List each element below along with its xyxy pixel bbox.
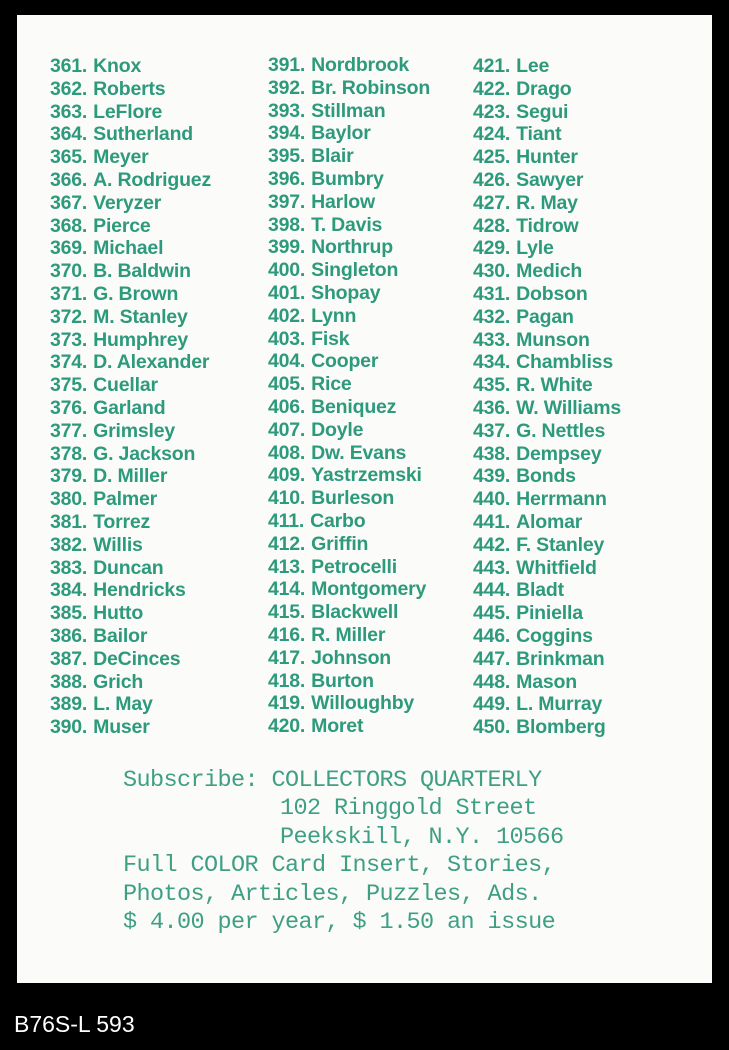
player-name: Veryzer (93, 191, 162, 214)
player-name: Bailor (93, 624, 148, 647)
player-name: Yastrzemski (311, 464, 422, 487)
checklist-entry (50, 260, 211, 283)
player-name: Medich (516, 260, 583, 283)
card-number: 414. (268, 578, 306, 601)
card-number: 388. (50, 670, 88, 693)
card-number: 428. (473, 214, 511, 237)
player-name: Mason (516, 670, 577, 693)
checklist-entry (50, 579, 211, 602)
checklist-entry (268, 510, 430, 533)
player-name: Burleson (311, 487, 395, 510)
card-number: 448. (473, 670, 511, 693)
card-number: 413. (268, 555, 306, 578)
checklist-entry (50, 602, 211, 625)
player-name: Coggins (516, 624, 593, 647)
player-name: Palmer (93, 488, 157, 511)
card-number: 372. (50, 305, 88, 328)
card-number: 429. (473, 237, 511, 260)
checklist-entry (268, 601, 430, 624)
card-number: 373. (50, 328, 88, 351)
checklist-entry (50, 511, 211, 534)
player-name: Duncan (93, 556, 164, 579)
player-name: R. White (516, 374, 593, 397)
checklist-entry (473, 101, 621, 124)
player-name: Br. Robinson (311, 76, 431, 99)
checklist-entry (473, 557, 621, 580)
player-name: D. Miller (93, 465, 168, 488)
checklist-entry (268, 282, 430, 305)
checklist-entry (268, 373, 430, 396)
checklist-entry (268, 533, 430, 556)
checklist-entry (50, 374, 211, 397)
player-name: Alomar (516, 510, 583, 533)
card-number: 376. (50, 396, 88, 419)
checklist-entry (50, 397, 211, 420)
player-name: Pierce (93, 214, 151, 237)
player-name: Harlow (311, 190, 375, 213)
checklist-entry (268, 259, 430, 282)
player-name: Munson (516, 328, 590, 351)
checklist-entry (473, 192, 621, 215)
player-name: Johnson (311, 646, 392, 669)
card-number: 427. (473, 191, 511, 214)
player-name: Lyle (516, 237, 554, 260)
checklist-entry (268, 100, 430, 123)
player-name: Roberts (93, 77, 166, 100)
card-number: 397. (268, 190, 306, 213)
player-name: Garland (93, 396, 166, 419)
card-number: 366. (50, 168, 88, 191)
player-name: Bonds (516, 465, 576, 488)
player-name: Hutto (93, 602, 144, 625)
player-name: Rice (311, 373, 352, 396)
player-name: Lee (516, 55, 550, 77)
checklist-entry (473, 215, 621, 238)
card-number: 396. (268, 167, 306, 190)
card-number: 383. (50, 556, 88, 579)
card-number: 440. (473, 488, 511, 511)
player-name: LeFlore (93, 100, 163, 123)
player-name: Piniella (516, 602, 583, 625)
player-name: Grich (93, 670, 144, 693)
card-number: 438. (473, 442, 511, 465)
checklist-entry (473, 306, 621, 329)
card-number: 408. (268, 441, 306, 464)
player-name: Stillman (311, 99, 386, 122)
checklist-entry (50, 420, 211, 443)
card-number: 411. (268, 509, 305, 532)
player-name: M. Stanley (93, 305, 188, 328)
checklist-entry (473, 602, 621, 625)
card-number: 368. (50, 214, 88, 237)
subscribe-address-city: Peekskill, N.Y. 10566 (280, 823, 564, 851)
player-name: Sutherland (93, 123, 193, 146)
card-number: 450. (473, 716, 511, 739)
card-number: 425. (473, 146, 511, 169)
player-name: DeCinces (93, 647, 181, 670)
card-number: 431. (473, 282, 511, 305)
card-number: 390. (50, 716, 88, 739)
player-name: Griffin (311, 532, 369, 555)
checklist-entry (268, 556, 430, 579)
checklist-entry (50, 123, 211, 146)
player-name: Fisk (311, 327, 350, 350)
card-number: 361. (50, 55, 88, 77)
subscribe-line-5: Photos, Articles, Puzzles, Ads. (123, 880, 542, 908)
player-name: Torrez (93, 510, 151, 533)
card-number: 439. (473, 465, 511, 488)
checklist-entry (473, 55, 621, 78)
player-name: Willis (93, 533, 143, 556)
card-number: 371. (50, 282, 88, 305)
checklist-entry (268, 487, 430, 510)
checklist-entry (268, 77, 430, 100)
checklist-entry (268, 350, 430, 373)
card-number: 422. (473, 77, 511, 100)
player-name: Blomberg (516, 716, 606, 739)
checklist-entry (268, 624, 430, 647)
checklist-entry (473, 397, 621, 420)
card-number: 395. (268, 145, 306, 168)
player-name: Michael (93, 237, 164, 260)
checklist-entry (50, 78, 211, 101)
card-number: 426. (473, 168, 511, 191)
checklist-entry (473, 443, 621, 466)
card-number: 378. (50, 442, 88, 465)
checklist-entry (50, 215, 211, 238)
player-name: L. May (93, 693, 153, 716)
player-name: F. Stanley (516, 533, 605, 556)
player-name: Lynn (311, 304, 357, 327)
checklist-entry (268, 464, 430, 487)
checklist-entry (268, 715, 430, 738)
checklist-entry (50, 716, 211, 739)
card-number: 393. (268, 99, 306, 122)
player-name: Sawyer (516, 168, 584, 191)
player-name: Baylor (311, 122, 371, 145)
card-number: 445. (473, 602, 511, 625)
checklist-entry (268, 692, 430, 715)
card-number: 409. (268, 464, 306, 487)
player-name: Muser (93, 716, 150, 739)
player-name: Shopay (311, 281, 381, 304)
checklist-entry (268, 419, 430, 442)
card-number: 441. (473, 510, 511, 533)
player-name: Blair (311, 145, 354, 168)
checklist-entry (473, 693, 621, 716)
checklist-entry (473, 283, 621, 306)
card-number: 424. (473, 123, 511, 146)
card-number: 410. (268, 487, 306, 510)
player-name: Tiant (516, 123, 562, 146)
player-name: Cooper (311, 350, 379, 373)
card-number: 420. (268, 715, 306, 738)
checklist-entry (473, 260, 621, 283)
subscribe-line-1: Subscribe: COLLECTORS QUARTERLY (123, 767, 542, 794)
card-number: 444. (473, 579, 511, 602)
card-number: 392. (268, 76, 306, 99)
card-number: 404. (268, 350, 306, 373)
checklist-entry (268, 214, 430, 237)
player-name: Brinkman (516, 647, 605, 670)
player-name: Carbo (310, 509, 366, 532)
card-number: 442. (473, 533, 511, 556)
card-number: 367. (50, 191, 88, 214)
checklist-entry (473, 625, 621, 648)
card-number: 377. (50, 419, 88, 442)
player-name: Doyle (311, 418, 364, 441)
player-name: Pagan (516, 305, 574, 328)
card-number: 365. (50, 146, 88, 169)
card-number: 430. (473, 260, 511, 283)
checklist-entry (473, 169, 621, 192)
card-number: 400. (268, 259, 306, 282)
player-name: Singleton (311, 259, 399, 282)
player-name: Bumbry (311, 167, 384, 190)
card-number: 374. (50, 351, 88, 374)
player-name: R. Miller (311, 623, 386, 646)
card-number: 443. (473, 556, 511, 579)
card-number: 435. (473, 374, 511, 397)
card-number: 387. (50, 647, 88, 670)
checklist-entry (473, 374, 621, 397)
card-number: 433. (473, 328, 511, 351)
checklist-entry (50, 237, 211, 260)
card-id-label: B76S-L 593 (14, 1011, 135, 1037)
card-number: 381. (50, 510, 88, 533)
checklist-entry (50, 169, 211, 192)
card-number: 370. (50, 260, 88, 283)
card-number: 434. (473, 351, 511, 374)
card-number: 403. (268, 327, 306, 350)
player-name: R. May (516, 191, 578, 214)
player-name: A. Rodriguez (93, 168, 212, 191)
checklist-entry (473, 716, 621, 739)
checklist-entry (268, 647, 430, 670)
checklist-entry (268, 442, 430, 465)
player-name: Grimsley (93, 419, 176, 442)
player-name: Herrmann (516, 488, 607, 511)
checklist-entry (268, 191, 430, 214)
checklist-entry (268, 670, 430, 693)
player-name: Chambliss (516, 351, 613, 374)
checklist-entry (50, 625, 211, 648)
player-name: W. Williams (516, 396, 622, 419)
checklist-entry (50, 693, 211, 716)
checklist-entry (268, 54, 430, 77)
checklist-card (17, 15, 712, 983)
checklist-entry (50, 306, 211, 329)
checklist-entry (50, 648, 211, 671)
checklist-entry (50, 465, 211, 488)
player-name: Petrocelli (311, 555, 397, 578)
card-number: 389. (50, 693, 88, 716)
player-name: D. Alexander (93, 351, 210, 374)
player-name: G. Nettles (516, 419, 606, 442)
player-name: T. Davis (311, 213, 383, 236)
card-number: 362. (50, 77, 88, 100)
player-name: Cuellar (93, 374, 158, 397)
player-name: Drago (516, 77, 572, 100)
player-name: Blackwell (311, 601, 399, 624)
checklist-entry (50, 534, 211, 557)
checklist-entry (50, 146, 211, 169)
card-number: 436. (473, 396, 511, 419)
player-name: Bladt (516, 579, 564, 602)
checklist-entry (268, 328, 430, 351)
player-name: Dw. Evans (311, 441, 407, 464)
player-name: Knox (93, 55, 142, 77)
player-name: Nordbrook (311, 54, 410, 76)
card-number: 398. (268, 213, 306, 236)
checklist-entry (473, 671, 621, 694)
card-number: 385. (50, 602, 88, 625)
checklist-entry (473, 351, 621, 374)
checklist-entry (473, 329, 621, 352)
player-name: G. Brown (93, 282, 179, 305)
player-name: Meyer (93, 146, 149, 169)
checklist-entry (473, 123, 621, 146)
checklist-entry (473, 534, 621, 557)
checklist-entry (50, 329, 211, 352)
card-number: 406. (268, 395, 306, 418)
checklist-entry (268, 168, 430, 191)
player-name: Montgomery (311, 578, 427, 601)
player-name: Humphrey (93, 328, 188, 351)
card-number: 386. (50, 624, 88, 647)
card-number: 402. (268, 304, 306, 327)
card-number: 401. (268, 281, 306, 304)
card-number: 364. (50, 123, 88, 146)
player-name: Dempsey (516, 442, 602, 465)
card-number: 437. (473, 419, 511, 442)
player-name: L. Murray (516, 693, 603, 716)
checklist-column-1 (50, 55, 211, 739)
player-name: Tidrow (516, 214, 579, 237)
checklist-entry (473, 78, 621, 101)
checklist-entry (50, 557, 211, 580)
card-number: 391. (268, 54, 306, 76)
subscribe-line-4: Full COLOR Card Insert, Stories, (123, 852, 556, 880)
card-number: 380. (50, 488, 88, 511)
card-number: 379. (50, 465, 88, 488)
player-name: Hendricks (93, 579, 186, 602)
player-name: Segui (516, 100, 569, 123)
player-name: Hunter (516, 146, 578, 169)
card-number: 375. (50, 374, 88, 397)
checklist-entry (50, 488, 211, 511)
subscribe-address-street: 102 Ringgold Street (280, 795, 537, 823)
card-number: 419. (268, 692, 306, 715)
player-name: B. Baldwin (93, 260, 191, 283)
subscribe-block (123, 767, 564, 937)
card-number: 399. (268, 236, 306, 259)
card-number: 421. (473, 55, 511, 77)
checklist-entry (268, 396, 430, 419)
card-number: 432. (473, 305, 511, 328)
checklist-entry (473, 237, 621, 260)
checklist-entry (268, 122, 430, 145)
card-number: 412. (268, 532, 306, 555)
checklist-entry (268, 145, 430, 168)
checklist-column-2 (268, 54, 430, 738)
card-number: 447. (473, 647, 511, 670)
card-number: 417. (268, 646, 306, 669)
checklist-entry (50, 283, 211, 306)
player-name: Beniquez (311, 395, 397, 418)
player-name: Moret (311, 715, 364, 738)
checklist-entry (268, 578, 430, 601)
card-number: 423. (473, 100, 511, 123)
checklist-entry (473, 648, 621, 671)
checklist-entry (473, 579, 621, 602)
card-number: 407. (268, 418, 306, 441)
card-number: 446. (473, 624, 511, 647)
card-number: 449. (473, 693, 511, 716)
checklist-entry (268, 305, 430, 328)
checklist-column-3 (473, 55, 621, 739)
card-number: 384. (50, 579, 88, 602)
checklist-entry (50, 443, 211, 466)
card-number: 369. (50, 237, 88, 260)
card-number: 394. (268, 122, 306, 145)
checklist-entry (268, 236, 430, 259)
card-number: 415. (268, 601, 306, 624)
checklist-entry (50, 101, 211, 124)
checklist-entry (473, 420, 621, 443)
player-name: Burton (311, 669, 374, 692)
checklist-entry (473, 511, 621, 534)
checklist-entry (473, 488, 621, 511)
checklist-entry (50, 192, 211, 215)
checklist-entry (50, 671, 211, 694)
checklist-entry (473, 465, 621, 488)
player-name: G. Jackson (93, 442, 196, 465)
player-name: Dobson (516, 282, 588, 305)
player-name: Willoughby (311, 692, 415, 715)
card-number: 363. (50, 100, 88, 123)
checklist-entry (473, 146, 621, 169)
card-number: 382. (50, 533, 88, 556)
checklist-entry (50, 55, 211, 78)
player-name: Northrup (311, 236, 393, 259)
checklist-entry (50, 351, 211, 374)
subscribe-price-line: $ 4.00 per year, $ 1.50 an issue (123, 909, 556, 937)
card-number: 418. (268, 669, 306, 692)
card-number: 405. (268, 373, 306, 396)
card-number: 416. (268, 623, 306, 646)
player-name: Whitfield (516, 556, 597, 579)
